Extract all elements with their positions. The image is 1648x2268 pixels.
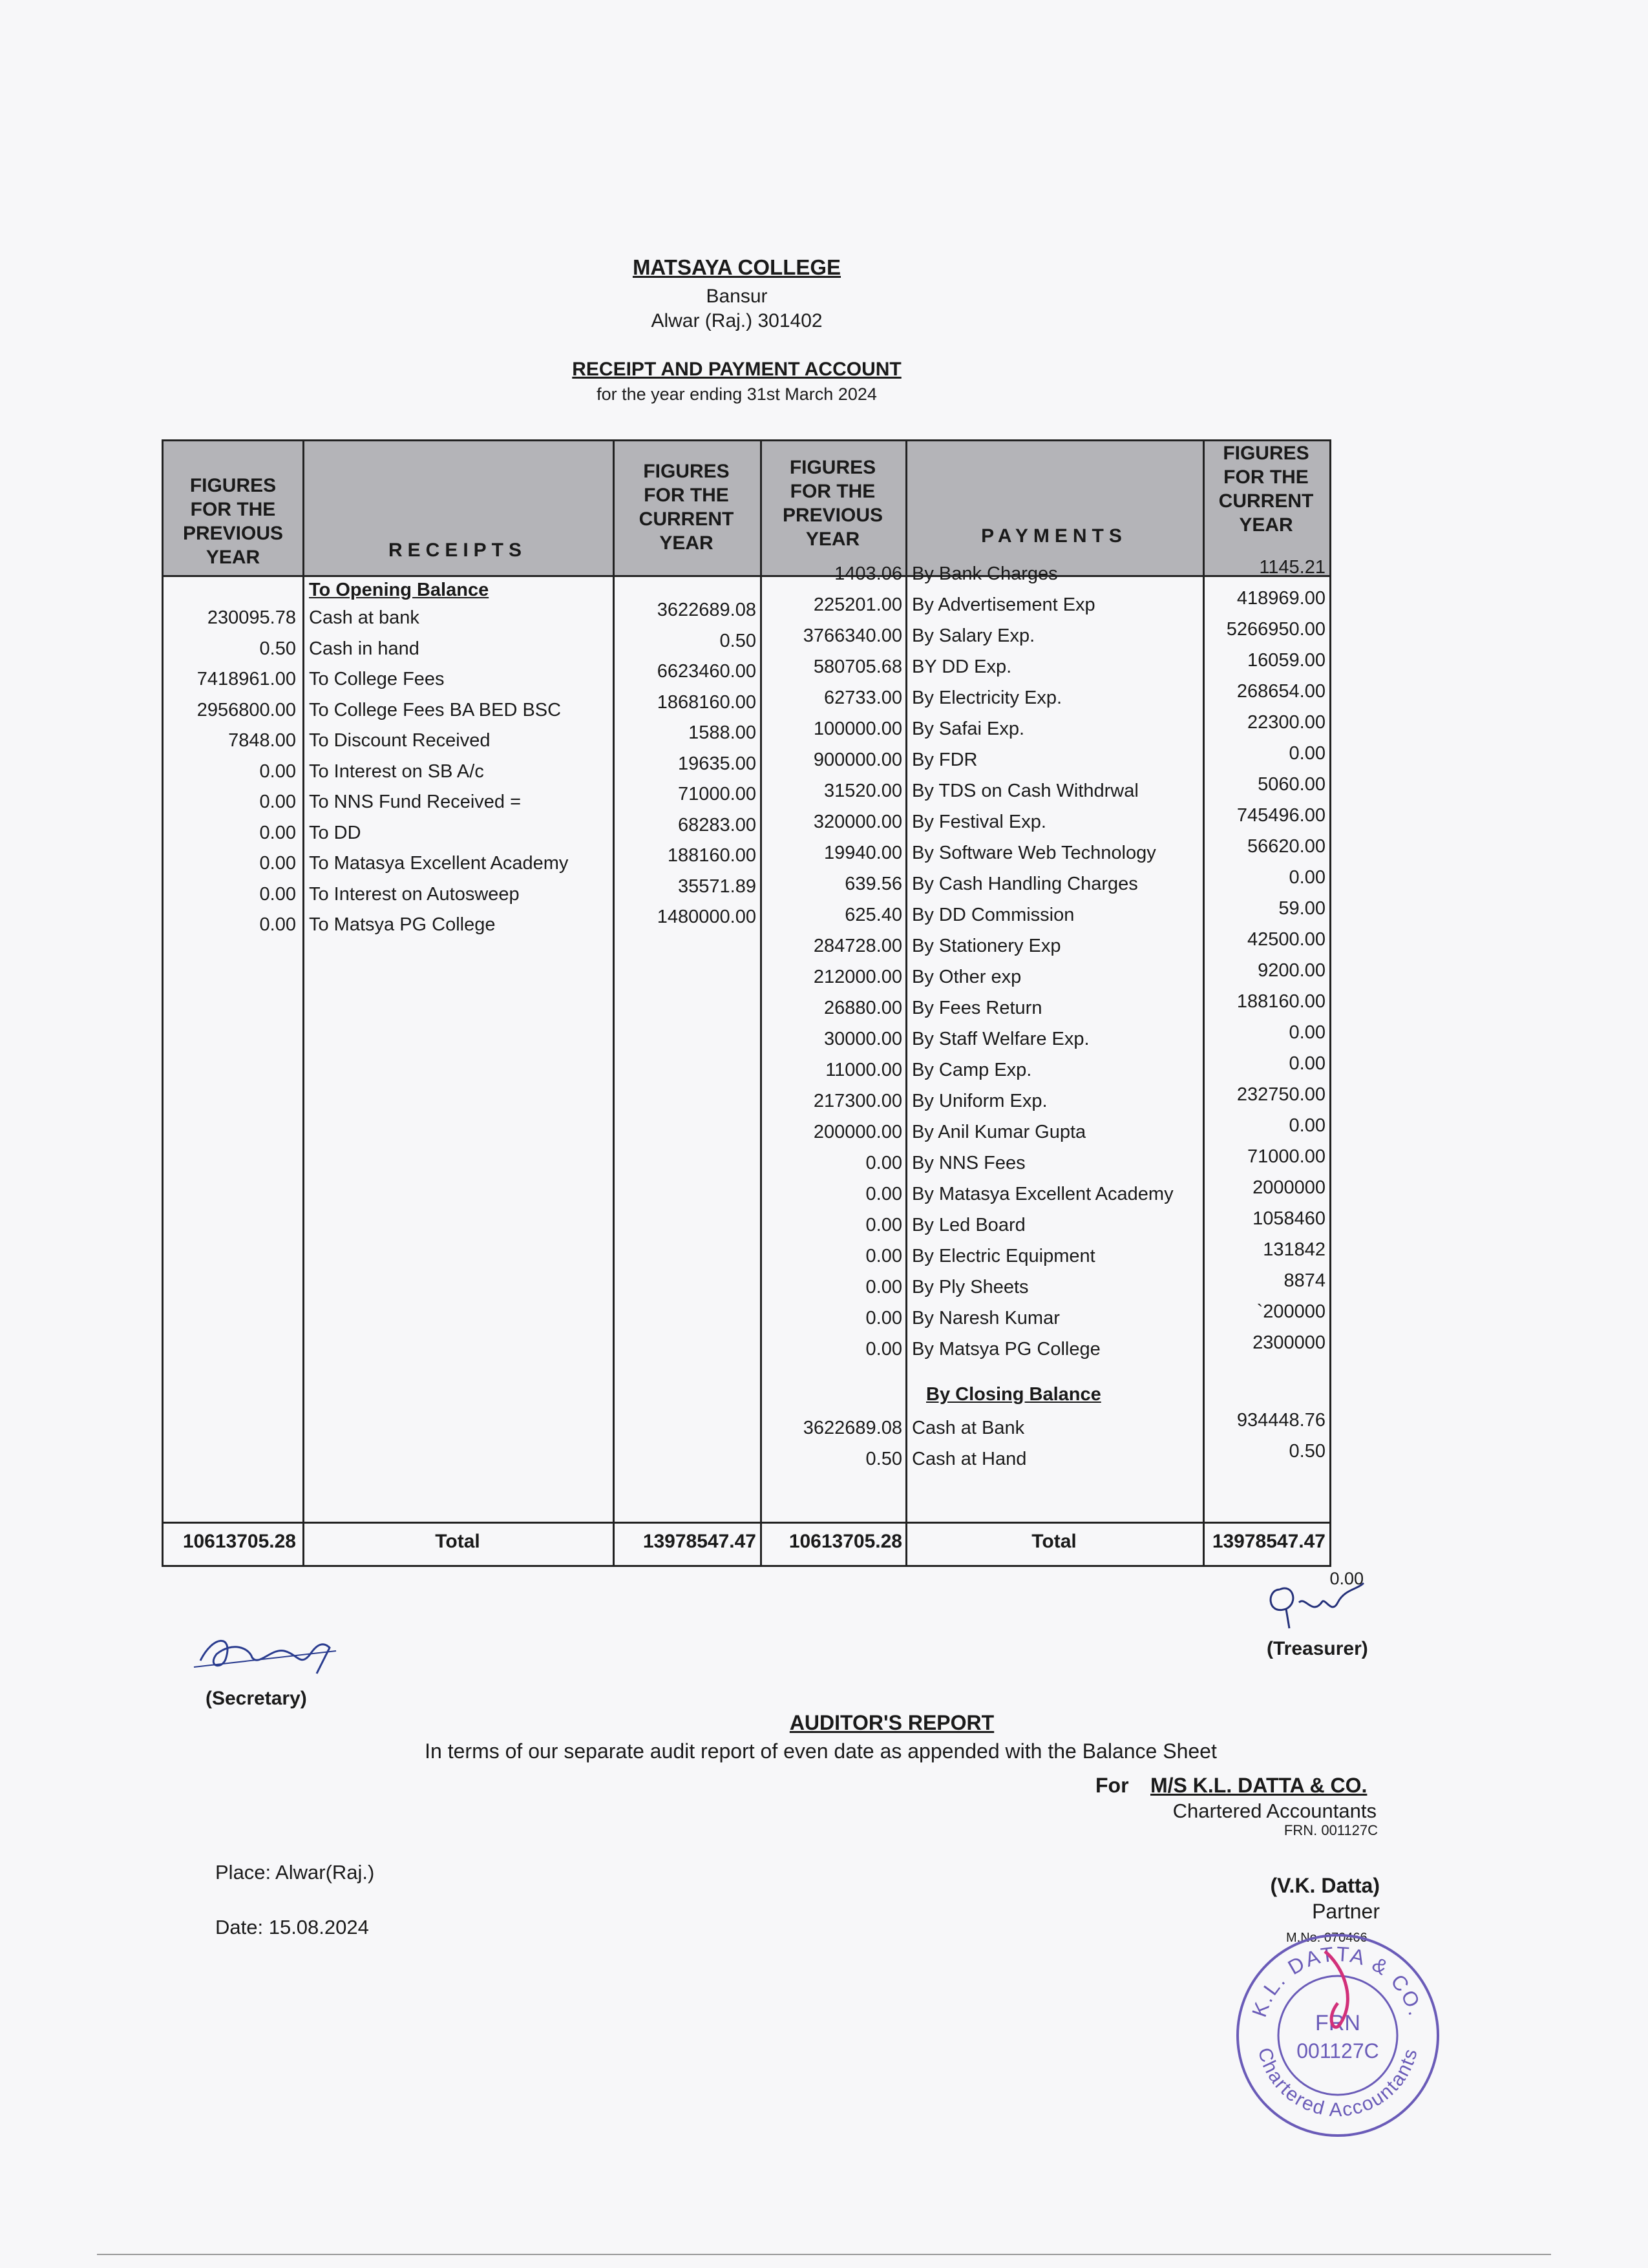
payment-curr-value: 418969.00 (1236, 588, 1326, 609)
receipt-prev-value: 230095.78 (207, 607, 296, 628)
payment-curr-value: 1145.21 (1259, 557, 1326, 578)
receipt-label: Cash at bank (309, 607, 419, 628)
receipt-label: To College Fees BA BED BSC (309, 699, 562, 720)
total-receipts-label: Total (435, 1531, 480, 1552)
firm-registration-number: FRN. 001127C (1284, 1822, 1378, 1838)
payment-prev-value: 225201.00 (813, 594, 902, 615)
header-curr-payments: FIGURES FOR THE CURRENT YEAR (1203, 441, 1329, 577)
receipt-prev-value: 0.00 (259, 853, 296, 874)
payment-prev-value: 11000.00 (825, 1060, 902, 1080)
payment-prev-value: 0.00 (865, 1277, 902, 1297)
membership-number: M.No. 070466 (1286, 1931, 1368, 1945)
secretary-signature-icon (187, 1622, 349, 1686)
payment-curr-value: 8874 (1284, 1270, 1326, 1291)
payment-label: BY DD Exp. (912, 656, 1012, 677)
college-name: MATSAYA COLLEGE (632, 255, 841, 279)
receipt-prev-value: 0.00 (259, 883, 296, 905)
receipt-label: To NNS Fund Received = (309, 792, 522, 812)
stamp-top-text: K.L. DATTA & CO. (1247, 1942, 1428, 2021)
partner-role: Partner (1312, 1900, 1380, 1923)
payment-label: By Naresh Kumar (912, 1308, 1060, 1328)
payment-prev-value: 212000.00 (813, 967, 902, 987)
firm-stamp-icon (1228, 1926, 1448, 2145)
receipt-curr-value: 3622689.08 (657, 600, 756, 620)
payment-label: By Software Web Technology (912, 843, 1156, 863)
total-payments-prev: 10613705.28 (788, 1531, 902, 1552)
payment-curr-value: 16059.00 (1247, 650, 1326, 671)
report-date: Date: 15.08.2024 (215, 1916, 369, 1938)
receipt-prev-value: 0.00 (259, 914, 296, 935)
closing-balance-heading: By Closing Balance (926, 1384, 1101, 1405)
receipt-prev-value: 0.00 (259, 761, 296, 782)
closing-prev-value: 3622689.08 (803, 1418, 902, 1438)
payment-prev-value: 1403.06 (834, 563, 902, 584)
receipt-label: To Matasya Excellent Academy (309, 853, 569, 874)
receipt-payment-table (162, 439, 1331, 1567)
receipt-curr-value: 1588.00 (688, 722, 756, 743)
payment-label: By Advertisement Exp (912, 594, 1095, 615)
payment-curr-value: 0.00 (1289, 1022, 1326, 1043)
receipt-curr-value: 1868160.00 (657, 691, 756, 713)
payment-label: By Bank Charges (912, 563, 1058, 584)
payment-curr-value: 0.00 (1289, 1115, 1326, 1136)
closing-label: Cash at Hand (912, 1449, 1027, 1469)
firm-for-label: For (1095, 1774, 1129, 1797)
payment-curr-value: 2000000 (1252, 1177, 1326, 1198)
auditor-report-title: AUDITOR'S REPORT (789, 1711, 995, 1734)
treasurer-label: (Treasurer) (1267, 1638, 1368, 1659)
payment-curr-value: 232750.00 (1236, 1084, 1326, 1105)
payment-label: By DD Commission (912, 905, 1075, 925)
payment-prev-value: 900000.00 (813, 750, 902, 770)
payment-label: By Electricity Exp. (912, 688, 1062, 708)
payment-prev-value: 625.40 (845, 905, 902, 925)
secretary-label: (Secretary) (206, 1688, 307, 1709)
payment-label: By Matasya Excellent Academy (912, 1184, 1174, 1204)
payment-label: By Fees Return (912, 998, 1042, 1018)
payment-label: By Anil Kumar Gupta (912, 1122, 1086, 1142)
payment-curr-value: 0.00 (1289, 743, 1326, 764)
header-curr-receipts: FIGURES FOR THE CURRENT YEAR (613, 441, 760, 577)
receipt-label: To College Fees (309, 669, 445, 689)
stamp-center-1: FRN (1315, 2011, 1360, 2035)
payment-prev-value: 26880.00 (824, 998, 902, 1018)
payments-rows (164, 441, 1329, 1565)
closing-curr-value: 934448.76 (1236, 1410, 1326, 1431)
treasurer-signature-icon (1260, 1570, 1377, 1635)
receipt-curr-value: 1480000.00 (657, 907, 756, 927)
payment-prev-value: 3766340.00 (803, 625, 902, 646)
college-town: Bansur (706, 286, 768, 307)
closing-curr-value: 0.50 (1289, 1441, 1326, 1462)
payment-label: By Safai Exp. (912, 719, 1025, 739)
payment-curr-value: 71000.00 (1247, 1146, 1326, 1167)
payment-label: By FDR (912, 750, 978, 770)
total-payments-curr: 13978547.47 (1212, 1531, 1326, 1552)
payment-label: By TDS on Cash Withdrwal (912, 781, 1139, 801)
header-receipts: RECEIPTS (302, 441, 613, 577)
receipt-curr-value: 19635.00 (678, 753, 756, 774)
payment-prev-value: 200000.00 (813, 1122, 902, 1142)
header-payments: PAYMENTS (905, 441, 1203, 577)
payment-prev-value: 0.00 (865, 1246, 902, 1266)
payment-prev-value: 31520.00 (824, 781, 902, 801)
report-place: Place: Alwar(Raj.) (215, 1861, 375, 1884)
receipts-opening-heading: To Opening Balance (309, 580, 489, 600)
receipt-curr-value: 35571.89 (678, 876, 756, 897)
auditor-report-text: In terms of our separate audit report of even date as appended with the Balance Sheet (425, 1739, 1217, 1763)
receipt-label: Cash in hand (309, 638, 419, 659)
payment-prev-value: 0.00 (865, 1153, 902, 1173)
payment-curr-value: 5266950.00 (1226, 619, 1326, 640)
payment-prev-value: 580705.68 (813, 656, 902, 677)
payment-curr-value: `200000 (1256, 1301, 1326, 1322)
payment-prev-value: 62733.00 (824, 688, 902, 708)
payment-prev-value: 100000.00 (813, 719, 902, 739)
receipt-curr-value: 68283.00 (678, 814, 756, 835)
receipt-label: To Discount Received (309, 730, 491, 751)
payment-label: By Matsya PG College (912, 1339, 1101, 1360)
receipt-prev-value: 7418961.00 (196, 669, 296, 689)
payment-label: By Uniform Exp. (912, 1091, 1048, 1111)
receipt-label: To DD (309, 822, 361, 843)
total-receipts-curr: 13978547.47 (642, 1531, 756, 1552)
payment-label: By Other exp (912, 967, 1022, 987)
stamp-center-2: 001127C (1296, 2039, 1379, 2063)
receipt-curr-value: 0.50 (719, 630, 756, 651)
total-payments-label: Total (1031, 1531, 1077, 1552)
payment-prev-value: 0.00 (865, 1184, 902, 1204)
payment-curr-value: 22300.00 (1247, 712, 1326, 733)
partner-name: (V.K. Datta) (1270, 1874, 1380, 1897)
payment-prev-value: 639.56 (845, 874, 902, 894)
payment-label: By Cash Handling Charges (912, 874, 1138, 894)
closing-label: Cash at Bank (912, 1418, 1025, 1438)
payment-prev-value: 0.00 (865, 1215, 902, 1235)
receipt-prev-value: 2956800.00 (196, 699, 296, 720)
payment-label: By Festival Exp. (912, 812, 1046, 832)
payment-prev-value: 0.00 (865, 1339, 902, 1360)
stamp-bottom-text: Chartered Accountants (1253, 2045, 1422, 2121)
payment-prev-value: 320000.00 (813, 812, 902, 832)
document-period: for the year ending 31st March 2024 (597, 384, 877, 404)
payment-prev-value: 19940.00 (824, 843, 902, 863)
svg-text:K.L. DATTA & CO. (1247, 1942, 1428, 2020)
receipt-prev-value: 0.50 (259, 638, 296, 659)
payment-curr-value: 56620.00 (1247, 836, 1326, 857)
payment-label: By Electric Equipment (912, 1246, 1095, 1266)
receipt-curr-value: 71000.00 (678, 784, 756, 804)
payment-prev-value: 30000.00 (824, 1029, 902, 1049)
difference-value: 0.00 (1329, 1569, 1364, 1588)
receipt-curr-value: 6623460.00 (657, 661, 756, 682)
payment-label: By NNS Fees (912, 1153, 1026, 1173)
payment-curr-value: 131842 (1263, 1239, 1326, 1260)
document-title: RECEIPT AND PAYMENT ACCOUNT (572, 359, 902, 380)
closing-prev-value: 0.50 (865, 1449, 902, 1469)
payment-curr-value: 745496.00 (1236, 805, 1326, 826)
payment-curr-value: 42500.00 (1247, 929, 1326, 950)
payment-curr-value: 2300000 (1252, 1332, 1326, 1353)
header-prev-payments: FIGURES FOR THE PREVIOUS YEAR (760, 441, 905, 577)
payment-curr-value: 0.00 (1289, 867, 1326, 888)
receipt-prev-value: 0.00 (259, 822, 296, 843)
payment-prev-value: 284728.00 (813, 936, 902, 956)
firm-type: Chartered Accountants (1172, 1800, 1377, 1822)
page-bottom-rule (97, 2254, 1551, 2255)
payment-label: By Led Board (912, 1215, 1026, 1235)
receipt-curr-value: 188160.00 (667, 845, 756, 866)
receipt-prev-value: 0.00 (259, 792, 296, 812)
college-address: Alwar (Raj.) 301402 (651, 310, 823, 331)
payment-curr-value: 0.00 (1289, 1053, 1326, 1074)
payment-prev-value: 217300.00 (813, 1091, 902, 1111)
payment-curr-value: 5060.00 (1258, 774, 1326, 795)
payment-label: By Salary Exp. (912, 625, 1035, 646)
header-prev-receipts: FIGURES FOR THE PREVIOUS YEAR (164, 441, 302, 577)
payment-label: By Camp Exp. (912, 1060, 1032, 1080)
payment-label: By Stationery Exp (912, 936, 1061, 956)
payment-curr-value: 188160.00 (1236, 991, 1326, 1012)
payment-curr-value: 268654.00 (1236, 681, 1326, 702)
payment-prev-value: 0.00 (865, 1308, 902, 1328)
payment-label: By Ply Sheets (912, 1277, 1029, 1297)
payment-curr-value: 9200.00 (1258, 960, 1326, 981)
receipt-label: To Interest on SB A/c (309, 761, 484, 782)
payment-curr-value: 59.00 (1278, 898, 1326, 919)
payment-curr-value: 1058460 (1252, 1208, 1326, 1229)
total-receipts-prev: 10613705.28 (182, 1531, 296, 1552)
payment-label: By Staff Welfare Exp. (912, 1029, 1090, 1049)
receipt-label: To Interest on Autosweep (309, 883, 520, 905)
receipt-label: To Matsya PG College (309, 914, 496, 935)
firm-name: M/S K.L. DATTA & CO. (1150, 1774, 1368, 1797)
receipt-prev-value: 7848.00 (228, 730, 296, 751)
